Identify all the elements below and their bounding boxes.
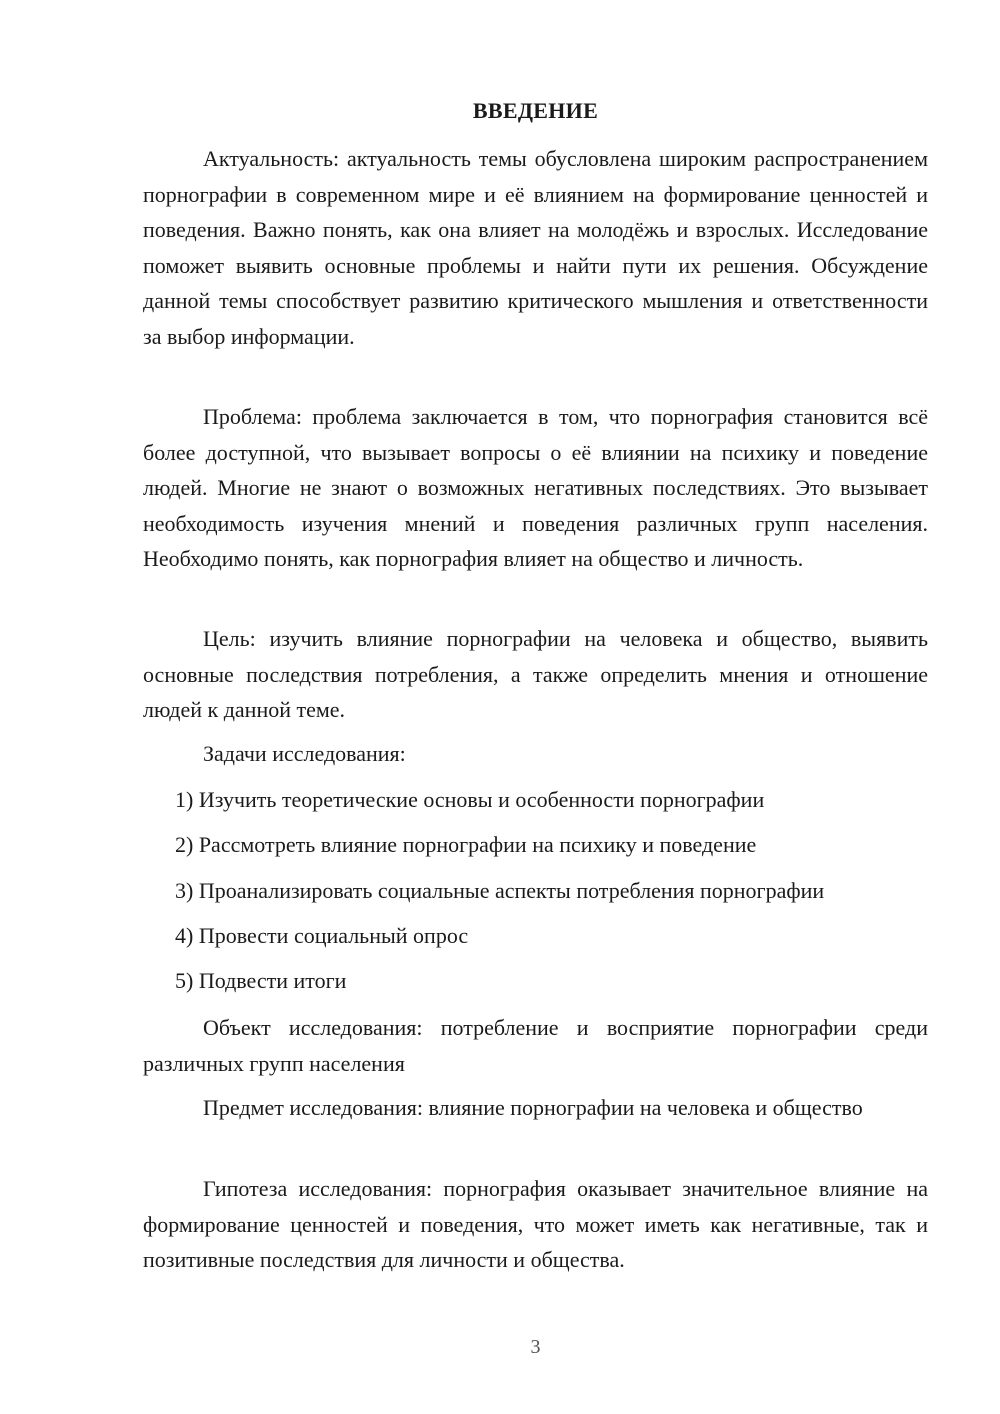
paragraph-problem: Проблема: проблема заключается в том, что порнография становится всё более доступной, что вызывает вопросы о её влиянии на психику и поведение людей. Многие не знают о возможных негативных последствиях. Это вызывает необходимость изучения мнений и поведения различных групп населения. Необходимо понять, как порнография влияет на общество и личность. xyxy=(143,404,928,571)
section-title: ВВЕДЕНИЕ xyxy=(472,98,599,123)
task-item: 1) Изучить теоретические основы и особенности порнографии xyxy=(175,787,765,812)
task-item: 4) Провести социальный опрос xyxy=(175,923,469,948)
task-item: 5) Подвести итоги xyxy=(175,968,347,993)
task-item: 3) Проанализировать социальные аспекты потребления порнографии xyxy=(175,878,825,903)
paragraph-subject: Предмет исследования: влияние порнографии на человека и общество xyxy=(203,1095,863,1120)
page-number: 3 xyxy=(530,1336,541,1358)
paragraph-relevance: Актуальность: актуальность темы обусловлена широким распространением порнографии в современном мире и её влиянием на формирование ценностей и поведения. Важно понять, как она влияет на молодёжь и взрослых. Исследование поможет выявить основные проблемы и найти пути их решения. Обсуждение данной темы способствует развитию критического мышления и ответственности за выбор информации. xyxy=(143,146,928,349)
tasks-heading: Задачи исследования: xyxy=(203,741,406,766)
task-item: 2) Рассмотреть влияние порнографии на психику и поведение xyxy=(175,832,757,857)
paragraph-hypothesis: Гипотеза исследования: порнография оказывает значительное влияние на формирование ценностей и поведения, что может иметь как негативные, так и позитивные последствия для личности и общества. xyxy=(143,1176,928,1272)
paragraph-object: Объект исследования: потребление и восприятие порнографии среди различных групп населения xyxy=(143,1015,928,1076)
paragraph-goal: Цель: изучить влияние порнографии на человека и общество, выявить основные последствия потребления, а также определить мнения и отношение людей к данной теме. xyxy=(143,626,928,722)
